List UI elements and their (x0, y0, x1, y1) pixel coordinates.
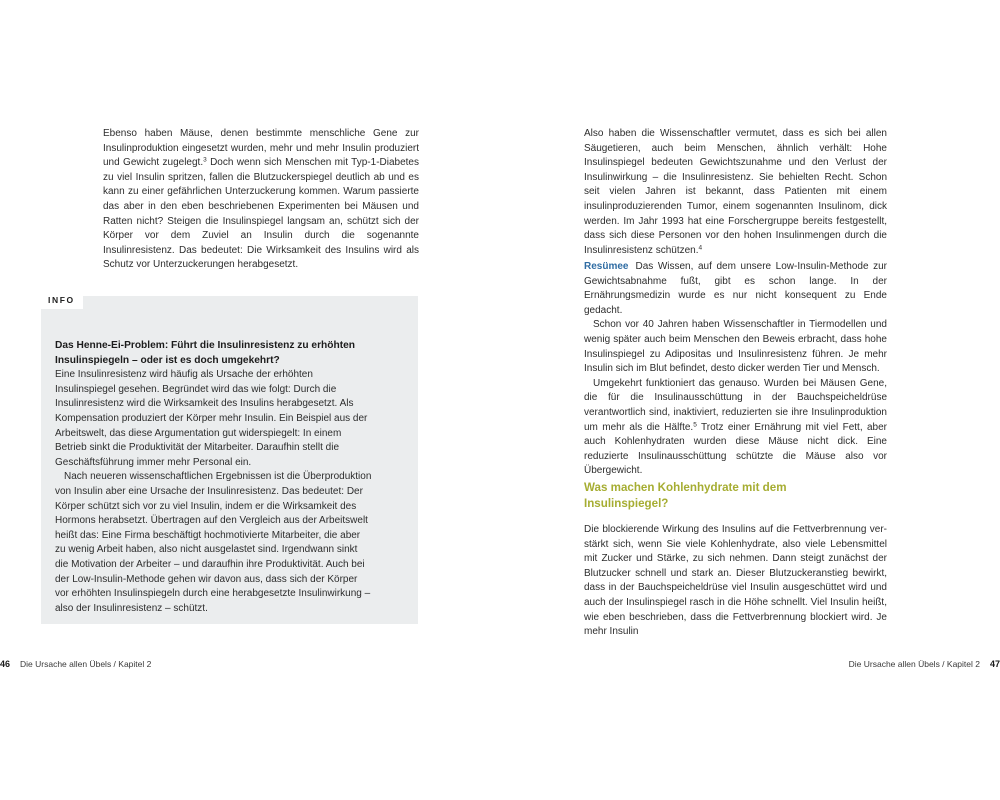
info-box-content (55, 339, 373, 616)
resume-paragraph-3 (584, 377, 887, 479)
right-paragraph-bottom: Die blockierende Wirkung des Insulins auf die Fettverbrennung verstärkt sich, wenn Sie viele Kohlenhydrate, also viele Lebensmittel mit Zucker und Stärke, zu sich nehmen. Dann steigt zunächst der Blutzucker schnell und stark an. Dieser Blutzuckeranstieg bewirkt, dass in der Bauchspeicheldrüse viel Insulin ausgeschüttet wird und auch der Insulinspiegel rasch in die Höhe schnellt. Viel Insulin heißt, wie eben beschrieben, dass die Fettverbrennung blockiert wird. Je mehr Insulin (584, 524, 887, 638)
right-body-text-bottom (584, 523, 887, 640)
footer-left (0, 658, 151, 670)
resume-label: Resümee (584, 261, 629, 272)
section-heading: Was machen Kohlenhydrate mit dem Insulinspiegel? (584, 481, 787, 510)
info-paragraph-2: Nach neueren wissenschaftlichen Ergebnissen ist die Überproduktion von Insulin aber eine Ursache der Insulinresistenz. Das bedeutet: Der Körper schützt sich vor zu viel Insulin, indem er die Wirksamkeit des Hormons herabsetzt. Übertragen auf den Vergleich aus der Arbeitswelt heißt das: Eine Firma beschäftigt hochmotivierte Mitarbeiter, die aber zu wenig Arbeit haben, also nicht ausgelastet sind. Irgendwann sinkt die Motivation der Arbeiter – und daraufhin ihre Produktivität. Auch bei der Low-Insulin-Methode gehen wir davon aus, dass sich der Körper vor erhöhten Insulinspiegeln durch eine herabgesetzte Insulinwirkung – also der Insulinresistenz – schützt. (55, 471, 372, 614)
resume-paragraph-1-text: Das Wissen, auf dem unsere Low-Insulin-Methode zur Gewichtsabnahme fußt, gibt es schon lange. In der Ernährungsmedizin wurde es nur nicht konsequent zu Ende gedacht. (584, 261, 887, 316)
running-title-left: Die Ursache allen Übels / Kapitel 2 (20, 659, 152, 669)
left-body-text (103, 127, 419, 273)
right-paragraph-top-text: Also haben die Wissenschaftler vermutet, dass es sich bei allen Säugetieren, auch beim Menschen, ähnlich verhält: Hohe Insulinspiegel bedeuten Gewichtszunahme und den Verlust der Insulinwirkung – die Insulinresistenz. Sie behielten Recht. Schon seit vielen Jahren ist bekannt, dass Patienten mit einem insulinproduzierenden Tumor, einem sogenannten Insulinom, dick werden. Im Jahr 1993 hat eine Forschergruppe bereits festgestellt, dass sich diese Personen vor den hohen Insulinmengen durch die Insulinresistenz schützen. (584, 128, 887, 256)
info-tag: INFO (41, 292, 83, 309)
resume-paragraph-3-part1: Umgekehrt funktioniert das genauso. Wurden bei Mäusen Gene, die für die Insulinausschüttung in der Bauchspeicheldrüse verantwortlich sind, inaktiviert, reduzierten sie ihre Insulinproduktion um mehr als die Hälfte. (584, 377, 887, 433)
left-paragraph-part2: Doch wenn sich Menschen mit Typ-1-Diabetes zu viel Insulin spritzen, fallen die Blutzuckerspiegel deutlich ab und es kann zu einer gefährlichen Unterzuckerung kommen. Warum passierte das aber in den eben beschriebenen Experimenten bei Mäusen und Ratten nicht? Steigen die Insulinspiegel langsam an, schützt sich der Körper vor dem Zuviel an Insulin durch die sogenannte Insulinresistenz. Das bedeutet: Die Wirksamkeit des Insulins wird als Schutz vor Unterzuckerungen herabgesetzt. (103, 157, 419, 271)
footnote-ref: 5 (693, 421, 697, 429)
resume-paragraph-2: Schon vor 40 Jahren haben Wissenschaftler in Tiermodellen und wenig später auch beim Menschen den Beweis erbracht, dass hohe Insulinspiegel zu Adipositas und Insulinresistenz führen. Je mehr Insulin sich im Blut befindet, desto dicker werden Tier und Mensch. (584, 319, 887, 375)
right-paragraph-top (584, 127, 887, 258)
resume-paragraph-3-part2: Trotz einer Ernährung mit viel Fett, aber auch Kohlenhydraten wurden diese Mäuse nicht dick. Eine reduzierte Insulinausschüttung schützte die Mäuse also vor Übergewicht. (584, 421, 887, 477)
page-number-left: 46 (0, 659, 11, 669)
right-body-text-top (584, 127, 887, 258)
info-heading: Das Henne-Ei-Problem: Führt die Insulinresistenz zu erhöhten Insulinspiegeln – oder ist es doch umgekehrt? (55, 340, 356, 366)
page-number-right: 47 (989, 659, 1000, 669)
info-paragraph-1: Eine Insulinresistenz wird häufig als Ursache der erhöhten Insulinspiegel gesehen. Begründet wird das wie folgt: Durch die Insulinresistenz wird die Wirksamkeit des Insulins herabgesetzt. Als Kompensation produziert der Körper mehr Insulin. Ein Beispiel aus der Arbeitswelt, das diese Argumentation gut widerspiegelt: In einem Betrieb sinkt die Produktivität der Mitarbeiter. Daraufhin stellt die Geschäftsführung immer mehr Personal ein. (55, 369, 368, 468)
resume-paragraph-1 (584, 260, 887, 318)
footnote-ref: 4 (698, 244, 703, 252)
resume-section (584, 260, 887, 479)
footnote-ref: 3 (203, 156, 207, 164)
left-paragraph-part1: Ebenso haben Mäuse, denen bestimmte menschliche Gene zur Insulinproduktion eingesetzt wurden, mehr und mehr Insulin produziert und Gewicht zugelegt. (103, 128, 419, 169)
running-title-right: Die Ursache allen Übels / Kapitel 2 (848, 659, 980, 669)
footer-right (849, 658, 1000, 670)
left-paragraph (103, 127, 419, 273)
